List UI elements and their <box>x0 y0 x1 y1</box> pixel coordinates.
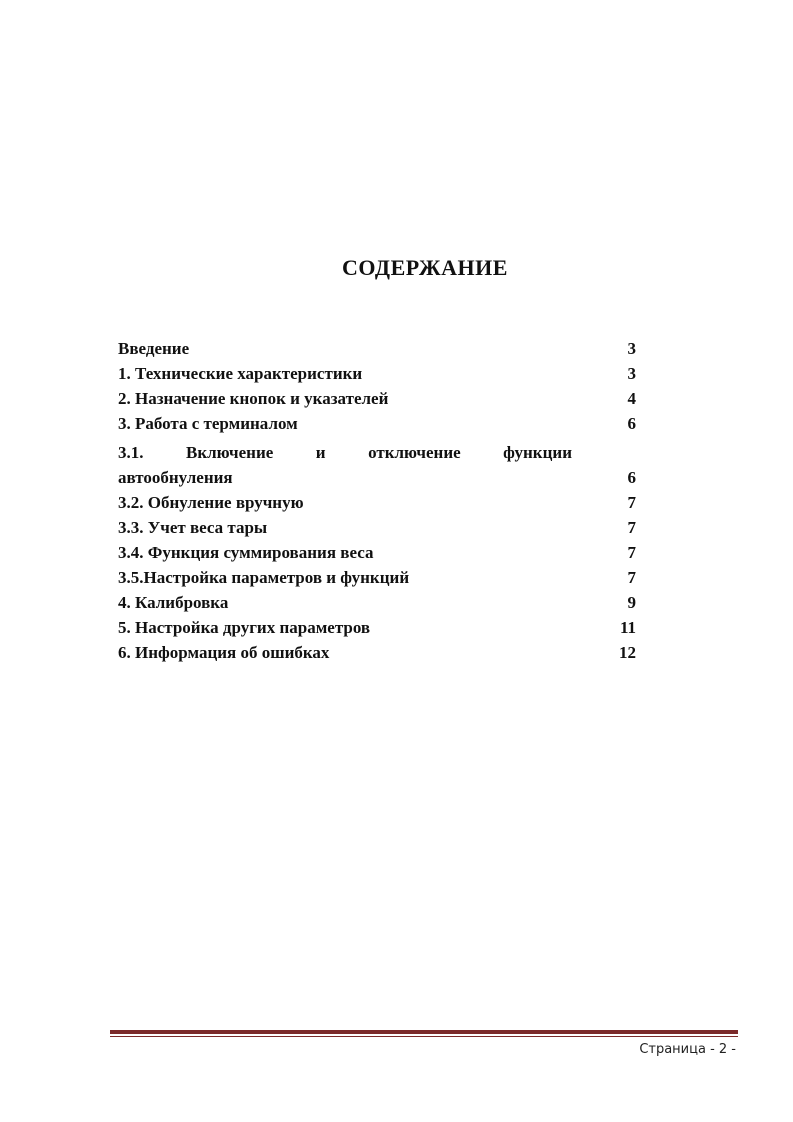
toc-entry[interactable] <box>118 615 636 640</box>
toc-entry[interactable] <box>118 386 636 411</box>
toc-entry-page: 7 <box>627 518 636 537</box>
toc-entry[interactable] <box>118 411 636 436</box>
toc-word: функции <box>503 443 572 462</box>
toc-entry-label: 2. Назначение кнопок и указателей <box>118 389 389 408</box>
toc-entry-page: 3 <box>627 364 636 383</box>
toc-word: Включение <box>186 443 274 462</box>
page-title: СОДЕРЖАНИЕ <box>342 255 508 280</box>
toc-entry-label: 3.4. Функция суммирования веса <box>118 543 374 562</box>
toc-entry-page: 6 <box>627 468 636 487</box>
toc-entry[interactable] <box>118 640 636 665</box>
toc-entry-label <box>118 440 612 490</box>
toc-entry-page: 4 <box>627 389 636 408</box>
toc-entry-page: 12 <box>619 643 636 662</box>
toc-entry-page: 9 <box>627 593 636 612</box>
toc-entry-label: 3. Работа с терминалом <box>118 414 298 433</box>
toc-entry-label: 3.5.Настройка параметров и функций <box>118 568 410 587</box>
toc-entry[interactable] <box>118 515 636 540</box>
toc-entry-page: 7 <box>627 493 636 512</box>
toc-entry[interactable] <box>118 490 636 515</box>
toc-word: 3.1. <box>118 443 144 462</box>
toc-entry-page: 11 <box>619 618 636 637</box>
toc-entry-page: 7 <box>627 543 636 562</box>
toc-entry-label: 6. Информация об ошибках <box>118 643 330 662</box>
toc-entry-label: 4. Калибровка <box>118 593 229 612</box>
toc-entry[interactable] <box>118 361 636 386</box>
page-number-footer: Страница - 2 - <box>639 1042 736 1057</box>
toc-word: отключение <box>368 443 461 462</box>
toc-entry[interactable] <box>118 540 636 565</box>
toc-entry[interactable] <box>118 336 636 361</box>
table-of-contents <box>118 336 636 665</box>
toc-entry-label: 3.3. Учет веса тары <box>118 518 268 537</box>
toc-entry[interactable] <box>118 565 636 590</box>
toc-entry-page: 3 <box>627 339 636 358</box>
footer-rule <box>110 1030 738 1034</box>
toc-entry-label: 5. Настройка других параметров <box>118 618 371 637</box>
toc-word: и <box>315 443 326 462</box>
toc-entry-label-line <box>118 440 572 465</box>
footer-rule-thin <box>110 1036 738 1037</box>
toc-entry[interactable] <box>118 440 636 490</box>
toc-entry-label-line: автообнуления <box>118 468 233 487</box>
toc-entry[interactable] <box>118 590 636 615</box>
toc-entry-label: Введение <box>118 339 190 358</box>
toc-entry-label: 1. Технические характеристики <box>118 364 363 383</box>
toc-entry-page: 6 <box>627 414 636 433</box>
toc-entry-label: 3.2. Обнуление вручную <box>118 493 304 512</box>
toc-entry-page: 7 <box>627 568 636 587</box>
